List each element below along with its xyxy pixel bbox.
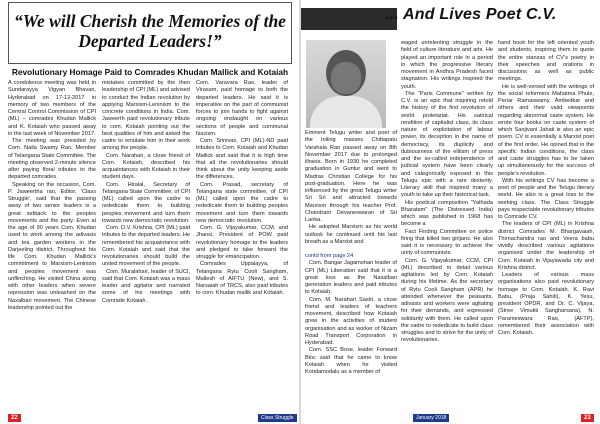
paragraph: Com. SSC Bose, leader Forward Bloc said that he came to know Kotaiah when he visited Kondamodalu as a member of — [305, 347, 397, 375]
paragraph: His poetical composition “Yathada Bharatam” (The Distressed India) which was published in 1968 has become a — [401, 199, 493, 228]
paragraph: Com. Hiralal, Secretary of Telangana State Committee, of CPI (ML) called upon the cadre to rededicate them to building peoples movement and turn them towards new democratic revolution. — [102, 181, 190, 224]
paragraph: Com. Narahari, a close friend of Com. Kotaiah, described his acquaintances with Kotaiah in their student days. — [102, 152, 190, 181]
issue-date-tag: January 2018 — [413, 414, 449, 422]
paragraph: A condolence meeting was held in Sundarayya Vigyan Bhavan, Hyderabad on 17-12-2017 in memory of two members of the Central Control Commission of CPI (ML) – comrades Khudan Mallick and K. Kotaiah who passed away in the last week of November 2017. — [8, 80, 96, 137]
paragraph: Com. Muralahari, leader of SUCI, said that Com. Kotaiah was a mass leader and agitator and narrated some of his meetings with Comrade Kotaiah. — [102, 268, 190, 304]
right-col-2 — [401, 40, 493, 412]
paragraph: Com. Varavara Rao, leader of Virasam, paid homage to both the departed leaders. He said it is imperative on the part of communist forces to join hands to fight against ongoing onslaught on various sections of people and communal fascism. — [196, 80, 288, 137]
right-col-1b — [305, 253, 397, 413]
left-page — [0, 0, 299, 424]
page-number-left: 22 — [8, 414, 21, 422]
left-col-1 — [8, 80, 96, 415]
paragraph: Com. G. Vijayakumar, CCM, and Jhansi, President of POW paid revolutionary homage to the leaders and pledged to take forward the struggle for emancipation. — [196, 225, 288, 260]
paragraph: Com. G. Vijayakumar, CCM, CPI (ML) described in detail various agitations led by Com. Kotaiah during his lifetime. As the secretary of Rytu Cooli Sangham (APR) he attended whenever the peasants, adivasis and workers were agitating for their demands, and expressed solidarity with them. He called upon the cadre to rededicate to build class struggles and to strive for the unity of revolutionaries. — [401, 257, 493, 344]
header-bar — [301, 8, 397, 30]
paragraph: The “Paris Commune” written by C.V. is an epic that inspiring retold the history of the first revolution of world proletariat. His satirical rendition of capitalist class, its class nature of exploitation of labour power, its deception in the name of democracy, its duplicity and dubiousness of the elitism of press and the so-called independence of judicial system have been clearly and categorically exposed in this Telugu epic with a rare dexterity. Literary skill that inspired many a youth to take up their historical task. — [401, 90, 493, 199]
paragraph: He adopted Marxism as his world outlook he continued until his last breath as a Marxist and — [305, 224, 397, 245]
paragraph: Com. D.V. Krishna, CPI (ML) paid tributes to the departed leaders. He remembered his acquaintance with Com. Kotaiah and said that the revolutionaries should build the united movement of the people. — [102, 225, 190, 268]
page-number-right: 23 — [581, 414, 594, 422]
paragraph: Leaders of various mass organisations also paid revolutionary homage to Com. Kotaiah. K. Ravi Babu, (Praja Sahiti), K. Yesu, president OPDR, and Dr. C. Vijaya, (Stree Vimukti Sangharsana), N. Parameswara Rao, (AFTP), remembered their association with Com. Kotaiah. — [498, 272, 594, 336]
right-page-header — [301, 0, 600, 38]
paragraph: Speaking on the occasion, Com. P. Jaweertha rao, Editor, ‘Class Struggle’, said that the passing away of two senior leaders is a great setback to the peoples movements and the party. Even at the age of 90 years Com. Khudan used to work among the adivasis and tea garden workers in the Darjeeling district. Throughout his life Com. Khudan Mallick’s commitment to Marxism-Leninism and peoples movement was unflinching. He visited China along with other leaders when severe repression was unleashed on the Naxalbari movement. The Chinese leadership pointed out the — [8, 181, 96, 311]
photo-face — [331, 62, 361, 94]
paragraph: mistakes committed by the then leadership of CPI (ML) and advised to conduct the Indian revolution by applying Marxism-Leninism to the concrete conditions in India. Com. Jaweerth paid revolutionary tribute to com. Kotaiah pointing out the best qualities of him and asked the cadre to emulate him in their work among the people. — [102, 80, 190, 152]
left-col-3 — [196, 80, 288, 415]
paragraph: Fact Finding Committee on police firing that killed two girijans. He also said it is necessary to achieve the unity of communists. — [401, 228, 493, 257]
paragraph: With his writings CV has become a poet of people and the Telugu literary world. He also is a great loss to the working class. The Class Struggle pays respectable revolutionary tributes to Comrade CV. — [498, 177, 594, 220]
paragraph: He is well-versed with the writings of the social reformers Mahatma Phule, Periar Ramaswamy, Ambedkar and others and their valid viewpoints regarding abnormal caste system. He wrote four books on caste system of which Sanjivani Jahati is also an epic poem. CV is essentially a Marxist poet of the first order. He opined that in the specific Indian conditions, the class and caste struggles has to be taken up simultaneously for the success of people’s revolution. — [498, 83, 594, 177]
paragraph: Com. Srinivas, CPI (ML)-ND paid tributes to Com. Kotaiah and Khudan Mallick and said that it is high time that all the revolutionaries should think about the unity keeping aside the differences. — [196, 138, 288, 181]
contd-label: contd from page 24 — [305, 253, 354, 259]
poet-photo — [306, 40, 386, 128]
paragraph: Com. Prasad, secretary of Telangana state committee, of CPI (ML) called upon the cadre to rededicate them to building peoples movement and turn them towards new democratic revolution. — [196, 181, 288, 224]
paragraph: The leaders of CPI (ML) in Krishna district Comrades M. Bhargavaiah, Thirnachandra rao and Veera babu vividly described various agitations organised under the leadership of Com. Kotaiah in Vijayawada city and Krishna district. — [498, 221, 594, 271]
paragraph: hand book for the left oriented youth and students, inspiring them to quote the entire stanzas of CV’s poetry in their speeches and orations in discussions as well as public meetings. — [498, 40, 594, 83]
right-page — [301, 0, 600, 424]
paragraph: Eminent Telugu writer and poet of the toiling masses Chittapatu Varahala Rao passed away on 8th November 2017 due to prolonged illness. Born in 1930 he completed graduation in Guntur and went to Madras Christian College for his post-graduation. Here he was influenced by the great Telugu writer Sri Sri and attracted towards Marxism through his teacher Prof. Chandram Devaneswaran of Sri Lanka. — [305, 130, 397, 223]
section-tag: Class Struggle — [258, 414, 297, 422]
paragraph: waged unrelenting struggle in the field of culture literature and arts. He played an important role in a period in which the progressive literary movement in Andhra Pradesh faced stagnation. His writings inspired the youth. — [401, 40, 493, 90]
right-page-title: ... And Lives Poet C.V. — [385, 6, 557, 23]
paragraph: Com. M. Narahari Sastri, a close friend and leaders of teachers movement, described how Kotaiah grew in the activities of student organisation and as worker of Nizam Road Transport Corporation in Hyderabad. — [305, 296, 397, 346]
paragraph: Comrades Uppalayya, of Telangana Rytu Cooli Sangham, Mallesh of AIFTU (New), and S. Narsaiah of TRCS, also paid tributes to com. Khudan mallik and Kotaiah. — [196, 261, 288, 297]
paragraph: The meeting was presided by Com. Naila Swamy Rao, Member of Telangana State Committee. The meeting observed 2-minute silence after paying floral tributes to the departed comrades. — [8, 138, 96, 181]
left-col-2 — [102, 80, 190, 415]
left-page-subtitle: Revolutionary Homage Paid to Comrades Khudan Mallick and Kotaiah — [11, 67, 289, 77]
right-col-3 — [498, 40, 594, 412]
right-col-1 — [305, 130, 397, 250]
paragraph: Com. Bangar Jagamohan leader of CPI (ML) Liberation said that it is a great loss as the Naxalbari generation leaders and paid tributes to Kotaiah. — [305, 260, 397, 296]
left-page-title: “We will Cherish the Memories of the Departed Leaders!” — [8, 2, 292, 64]
